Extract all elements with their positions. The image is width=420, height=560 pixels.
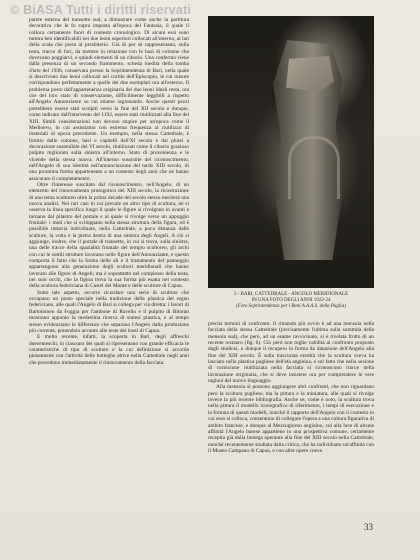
- page-number: 33: [364, 522, 373, 532]
- caption-subtitle: IN UNA FOTO DEGLI ANNI 1922-24: [251, 298, 331, 304]
- paragraph: E molto recente, infatti, la scoperta in Bari, degli affreschi duecenteschi, in ciascuno dei quali si ripresentano con grande efficacia le caratteristiche di tipo di sculture e la cui definizione si accorda pienamente con l'attività delle botteghe attive nella Cattedrale negli anni che precedono immediatamente il rinnovamento della facciata.: [29, 334, 189, 366]
- right-text-column: [208, 321, 374, 519]
- paragraph: Sotto tale aspetto, occorre ricordare una serie di sculture che occupano un posto speciale nella tradizione della plastica del regno federiciano, alle quali l'Angelo di Bari si collega per via diretta: i lavori di Bartolomeo da Foggia per l'ambone di Ravello e il pulpito di Bitonto mostrano appunto la medesima ricerca di sintesi plastica, e al tempo stesso evidenziano le differenze che separano l'Angelo dalla produzione più corrente, ponendolo accanto alle teste dei busti di Capua.: [29, 289, 189, 334]
- left-text-column: [29, 17, 189, 539]
- paragraph: Alla mensola si possono aggiungere altri confronti, che non riguardano però la scultura pugliese, ma la pittura e la miniatura, alle quali si rivolge invece la più recente bibliografia. Anche se, come è noto, la scultura trova nella pittura il modello iconografico di riferimento, i tempi di esecuzione e la fortuna di questi modelli, nonché il rapporto dell'Angelo con il contesto in cui esso si colloca, consentono di collegare l'opera a una cultura figurativa di ambito francese, e dunque al Mezzogiorno angioino, cui alla luce di alcune affinità l'Angelo barese appartiene in una prospettiva comune, certamente recepita già dalla bottega operante alla fine del XIII secolo nella Cattedrale, nonché recentemente studiata dalla critica, che ha individuato un'affinità con il Museo Campano di Capua, e con altre opere coeve.: [208, 384, 374, 454]
- paragraph: precisi termini di confronto. Il rimando più ovvio è ad una mensola nella facciata della stessa Cattedrale (precisamente l'ultima sulla sommità della mensola sud), che però, ad un esame ravvicinato, si è rivelata frutto di un recente restauro (fig. 6). Ciò però non toglie validità al confronto proposto dagli studiosi, o dunque il recupero in forma da datazione dell'Angelo alla fine del XIII secolo. È sulla trascurata eredità che la scultura sveva ha lasciato nella plastica pugliese dell'età angioina, e sul fatto che nella sezione di cornicione riutilizzata nella facciata si riconoscono tracce della lavorazione originaria, che si deve insistere ora per comprendere le vere ragioni del nuovo linguaggio.: [208, 321, 374, 385]
- paragraph: Oltre l'interesse suscitato dal riconoscimento, nell'Angelo, di un elemento del rinnovamento protogotico del XIII secolo, la ricostruzione di uno tema scultoreo oltre la prima decade del secolo stesso meriterà una nuova analisi. Nei rari casi in cui prevale un altro tipo di scultura, né si osserva la linea specifica lungo il quale le figure si rivolgono in avanti e tornano dal pilastro del portale e al quale si rivolge verso un appoggio frontale: i moti che si sviluppano nella stessa struttura della figura, ed è possibile tuttavia individuare, nella Cattedrale, a poca distanza dalle sculture, la volta e la pietra destra di una sinistra degli Angeli. A ciò si aggiunge, inoltre, che il portale di transetto, in cui si trova, sulla sinistra, una delle tracce della spazialità frontale del tempio scultoreo, gli archi con cui le sottili strutture lavorano nelle figure dell'Annunziante, e questo comporta il fatto che la forma delle ali e il trattamento del panneggio appartengono alla generazione degli scultori meridionali che hanno lavorato alle figure di Angeli; ma è soprattutto nel complesso della testa, nei suoi occhi, che la figura trova la sua forma più esatta nel contesto della scultura federiciana di Castel del Monte e delle sculture di Capua.: [29, 181, 189, 290]
- watermark: © BiASA Tutti i diritti riservati: [10, 3, 192, 17]
- caption-title: 3 - BARI, CATTEDRALE - ANGOLO MERIDIONALE: [233, 292, 349, 297]
- figure-caption: [208, 292, 374, 311]
- carved-block-shape: [284, 56, 334, 92]
- paragraph: parete esterna del transetto sud, a dimostrare come anche la partitura decorativa che le fu sopra imposta all'epoca del Fantasia, il quale li colloca certamente fuori di contesto cronologico. Di alcuni essi sono tuttora ben identificabili nei due leoni superiori collocati all'esterno, ai lati della scala che porta al presbiterio. Già di per sé rappresentano, sulla testa, tracce di fori, da mettere in relazione con le basi di colonne che dovevano poggiarvi, e quindi elementi di un ciborio. Una conferma viene dalla presenza di un secondo frammento, scheda inedita della tomba d'arte del 1936, conservata presso la Soprintendenza di Bari, nella quale si descrivono due leoni collocati nel cortile dell'Episcopio, le cui misure corrispondono perfettamente a quelle dei due esemplari ora all'esterno. Il problema posto dall'appartenenza originaria dei due leoni ideali resta, ora che del loro stato di conservazione, difficilmente leggibili a rispetto all'Angelo Annunziante su cui stiamo ragionando. Anche questi pezzi potrebbero essere stati scolpiti verso la fine del XII secolo e dunque, come indicato dall'intervento del 1192, essere stati riutilizzati alla fine del XIII. Simili considerazioni non devono stupire per un'epoca come il Medioevo, in cui assistiamo con estrema frequenza al riutilizzo di materiali di epoca precedente. Un esempio, nella stessa Cattedrale, è fornito dalle colonne, basi e capitelli dell'XI secolo e dai plutei a decorazione sostenibile del VI secolo, riutilizzati come il ciborio grazioso pulpito mgliorato sulla sinistra all'interno. Stato di provenienza e le vicende della stessa nuova. All'interno sussistite del riconoscimento, nell'Angelo di sua identità nell'annunciazione del tardo XIII secolo, di una prossima forma appartenente a un contesto degli anni che ne hanno assicurato il completamento.: [29, 17, 189, 182]
- caption-credit: (Foto Soprintendenza per i Beni A.A.A.S. della Puglia): [236, 304, 346, 310]
- cathedral-photo: [208, 16, 374, 288]
- arch-shape: [288, 136, 340, 199]
